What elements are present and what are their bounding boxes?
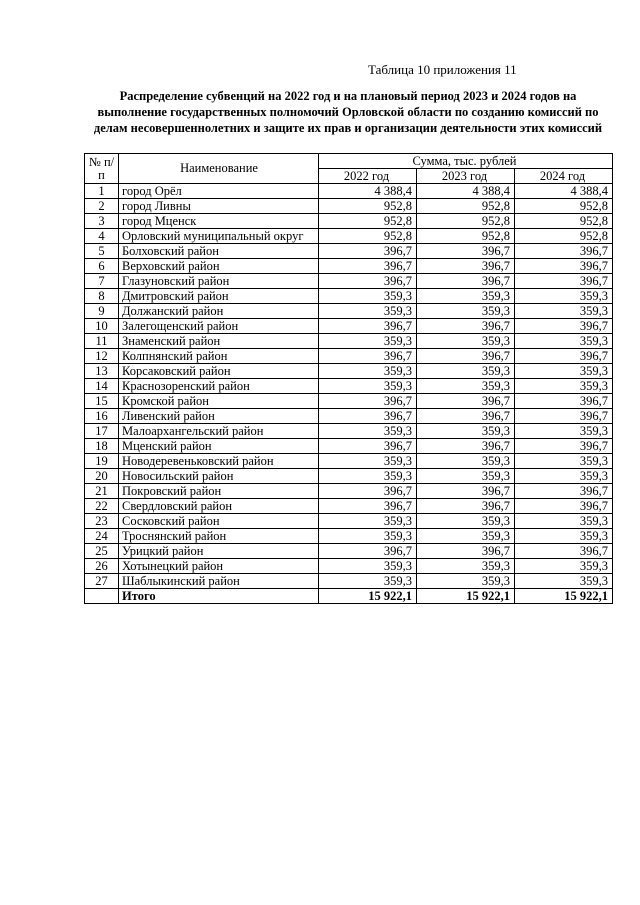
- table-row: [85, 364, 613, 379]
- row-value-2022-cell: 952,8: [319, 214, 417, 229]
- row-value-2024-cell: 396,7: [515, 244, 613, 259]
- row-value-2023-cell: 396,7: [417, 439, 515, 454]
- column-header-sum: Сумма, тыс. рублей: [319, 154, 613, 169]
- row-value-2024-cell: 359,3: [515, 454, 613, 469]
- row-value-2022-cell: 396,7: [319, 274, 417, 289]
- row-value-2023-cell: 952,8: [417, 214, 515, 229]
- row-value-2024-cell: 396,7: [515, 499, 613, 514]
- row-value-2023-cell: 359,3: [417, 304, 515, 319]
- row-value-2022-cell: 359,3: [319, 289, 417, 304]
- column-header-year-2024: 2024 год: [515, 169, 613, 184]
- row-number-cell: 6: [85, 259, 119, 274]
- table-row: [85, 244, 613, 259]
- row-value-2022-cell: 396,7: [319, 499, 417, 514]
- row-number-cell: 15: [85, 394, 119, 409]
- table-row: [85, 199, 613, 214]
- total-value-2022: 15 922,1: [319, 589, 417, 604]
- row-value-2023-cell: 396,7: [417, 484, 515, 499]
- row-value-2023-cell: 359,3: [417, 424, 515, 439]
- row-value-2023-cell: 359,3: [417, 289, 515, 304]
- row-value-2023-cell: 359,3: [417, 364, 515, 379]
- row-number-cell: 11: [85, 334, 119, 349]
- row-value-2023-cell: 952,8: [417, 199, 515, 214]
- row-number-cell: 20: [85, 469, 119, 484]
- row-value-2023-cell: 396,7: [417, 544, 515, 559]
- row-value-2024-cell: 359,3: [515, 334, 613, 349]
- column-header-number: № п/п: [85, 154, 119, 184]
- row-value-2024-cell: 396,7: [515, 319, 613, 334]
- table-row: [85, 319, 613, 334]
- row-value-2022-cell: 396,7: [319, 244, 417, 259]
- table-body: [85, 184, 613, 589]
- table-row: [85, 394, 613, 409]
- row-value-2023-cell: 396,7: [417, 499, 515, 514]
- row-value-2022-cell: 396,7: [319, 484, 417, 499]
- row-number-cell: 4: [85, 229, 119, 244]
- row-value-2023-cell: 359,3: [417, 559, 515, 574]
- row-number-cell: 9: [85, 304, 119, 319]
- row-name-cell: Урицкий район: [119, 544, 319, 559]
- row-value-2024-cell: 359,3: [515, 469, 613, 484]
- row-name-cell: Троснянский район: [119, 529, 319, 544]
- row-number-cell: 22: [85, 499, 119, 514]
- row-number-cell: 27: [85, 574, 119, 589]
- row-value-2022-cell: 952,8: [319, 199, 417, 214]
- row-number-cell: 7: [85, 274, 119, 289]
- row-value-2023-cell: 359,3: [417, 469, 515, 484]
- document-title: Распределение субвенций на 2022 год и на плановый период 2023 и 2024 годов на выполнение государственных полномочий Орловской области по созданию комиссий по делам несовершеннолетних и защите их прав и организации деятельности этих комиссий: [93, 89, 603, 135]
- table-row: [85, 559, 613, 574]
- row-value-2022-cell: 359,3: [319, 304, 417, 319]
- column-header-name: Наименование: [119, 154, 319, 184]
- row-value-2024-cell: 359,3: [515, 529, 613, 544]
- row-value-2023-cell: 359,3: [417, 334, 515, 349]
- row-value-2024-cell: 396,7: [515, 394, 613, 409]
- row-number-cell: 18: [85, 439, 119, 454]
- row-number-cell: 24: [85, 529, 119, 544]
- row-value-2024-cell: 396,7: [515, 349, 613, 364]
- row-value-2022-cell: 359,3: [319, 574, 417, 589]
- table-row: [85, 379, 613, 394]
- row-name-cell: город Орёл: [119, 184, 319, 199]
- row-name-cell: Новодеревеньковский район: [119, 454, 319, 469]
- row-name-cell: Залегощенский район: [119, 319, 319, 334]
- row-value-2023-cell: 396,7: [417, 349, 515, 364]
- row-value-2022-cell: 4 388,4: [319, 184, 417, 199]
- row-name-cell: Хотынецкий район: [119, 559, 319, 574]
- row-value-2024-cell: 396,7: [515, 409, 613, 424]
- total-value-2024: 15 922,1: [515, 589, 613, 604]
- row-value-2024-cell: 952,8: [515, 229, 613, 244]
- row-number-cell: 13: [85, 364, 119, 379]
- row-value-2024-cell: 4 388,4: [515, 184, 613, 199]
- row-number-cell: 14: [85, 379, 119, 394]
- column-header-year-2023: 2023 год: [417, 169, 515, 184]
- row-name-cell: Должанский район: [119, 304, 319, 319]
- row-value-2022-cell: 359,3: [319, 334, 417, 349]
- row-number-cell: 3: [85, 214, 119, 229]
- total-label: Итого: [119, 589, 319, 604]
- table-row: [85, 454, 613, 469]
- row-value-2023-cell: 396,7: [417, 394, 515, 409]
- row-value-2023-cell: 359,3: [417, 454, 515, 469]
- row-number-cell: 12: [85, 349, 119, 364]
- subsidy-table: [84, 153, 613, 604]
- table-caption: Таблица 10 приложения 11: [368, 62, 517, 77]
- row-value-2024-cell: 359,3: [515, 514, 613, 529]
- row-number-cell: 25: [85, 544, 119, 559]
- row-value-2023-cell: 396,7: [417, 409, 515, 424]
- row-name-cell: Сосковский район: [119, 514, 319, 529]
- row-value-2022-cell: 396,7: [319, 409, 417, 424]
- row-value-2024-cell: 396,7: [515, 484, 613, 499]
- total-value-2023: 15 922,1: [417, 589, 515, 604]
- row-value-2022-cell: 359,3: [319, 454, 417, 469]
- table-row: [85, 274, 613, 289]
- row-value-2024-cell: 952,8: [515, 214, 613, 229]
- row-name-cell: Свердловский район: [119, 499, 319, 514]
- row-name-cell: Корсаковский район: [119, 364, 319, 379]
- row-name-cell: Верховский район: [119, 259, 319, 274]
- row-value-2022-cell: 396,7: [319, 544, 417, 559]
- table-row: [85, 484, 613, 499]
- row-name-cell: город Мценск: [119, 214, 319, 229]
- row-value-2024-cell: 359,3: [515, 304, 613, 319]
- row-number-cell: 26: [85, 559, 119, 574]
- row-value-2024-cell: 359,3: [515, 289, 613, 304]
- row-number-cell: 16: [85, 409, 119, 424]
- row-name-cell: Новосильский район: [119, 469, 319, 484]
- row-number-cell: 19: [85, 454, 119, 469]
- row-value-2022-cell: 359,3: [319, 364, 417, 379]
- row-number-cell: 10: [85, 319, 119, 334]
- row-value-2022-cell: 396,7: [319, 439, 417, 454]
- table-row: [85, 424, 613, 439]
- row-number-cell: 2: [85, 199, 119, 214]
- row-value-2024-cell: 359,3: [515, 559, 613, 574]
- table-row: [85, 544, 613, 559]
- table-row: [85, 229, 613, 244]
- table-row: [85, 514, 613, 529]
- table-row: [85, 214, 613, 229]
- row-value-2022-cell: 952,8: [319, 229, 417, 244]
- row-name-cell: Знаменский район: [119, 334, 319, 349]
- row-value-2022-cell: 396,7: [319, 259, 417, 274]
- row-value-2022-cell: 396,7: [319, 349, 417, 364]
- row-name-cell: город Ливны: [119, 199, 319, 214]
- row-number-cell: 8: [85, 289, 119, 304]
- row-number-cell: 17: [85, 424, 119, 439]
- table-row: [85, 349, 613, 364]
- table-row: [85, 184, 613, 199]
- row-value-2024-cell: 952,8: [515, 199, 613, 214]
- table-row: [85, 409, 613, 424]
- table-row: [85, 259, 613, 274]
- row-value-2023-cell: 4 388,4: [417, 184, 515, 199]
- row-value-2024-cell: 359,3: [515, 424, 613, 439]
- row-value-2023-cell: 359,3: [417, 379, 515, 394]
- row-value-2023-cell: 359,3: [417, 529, 515, 544]
- row-value-2024-cell: 359,3: [515, 574, 613, 589]
- row-number-cell: 1: [85, 184, 119, 199]
- row-name-cell: Орловский муниципальный округ: [119, 229, 319, 244]
- row-number-cell: 21: [85, 484, 119, 499]
- column-header-year-2022: 2022 год: [319, 169, 417, 184]
- row-value-2022-cell: 359,3: [319, 424, 417, 439]
- row-value-2022-cell: 396,7: [319, 394, 417, 409]
- row-name-cell: Покровский район: [119, 484, 319, 499]
- row-name-cell: Кромской район: [119, 394, 319, 409]
- row-name-cell: Шаблыкинский район: [119, 574, 319, 589]
- table-row: [85, 304, 613, 319]
- row-value-2024-cell: 359,3: [515, 364, 613, 379]
- row-value-2022-cell: 396,7: [319, 319, 417, 334]
- row-value-2022-cell: 359,3: [319, 469, 417, 484]
- row-name-cell: Болховский район: [119, 244, 319, 259]
- row-value-2024-cell: 396,7: [515, 544, 613, 559]
- row-value-2023-cell: 359,3: [417, 514, 515, 529]
- table-row: [85, 574, 613, 589]
- row-value-2024-cell: 396,7: [515, 259, 613, 274]
- row-value-2024-cell: 396,7: [515, 439, 613, 454]
- row-value-2023-cell: 359,3: [417, 574, 515, 589]
- row-name-cell: Малоархангельский район: [119, 424, 319, 439]
- row-value-2024-cell: 359,3: [515, 379, 613, 394]
- row-name-cell: Глазуновский район: [119, 274, 319, 289]
- table-row: [85, 334, 613, 349]
- row-value-2023-cell: 396,7: [417, 274, 515, 289]
- row-value-2023-cell: 396,7: [417, 244, 515, 259]
- row-name-cell: Мценский район: [119, 439, 319, 454]
- table-total-row: [85, 589, 613, 604]
- table-row: [85, 469, 613, 484]
- table-row: [85, 529, 613, 544]
- row-name-cell: Ливенский район: [119, 409, 319, 424]
- row-value-2022-cell: 359,3: [319, 379, 417, 394]
- row-value-2022-cell: 359,3: [319, 514, 417, 529]
- table-row: [85, 499, 613, 514]
- row-value-2023-cell: 952,8: [417, 229, 515, 244]
- table-row: [85, 439, 613, 454]
- row-number-cell: 23: [85, 514, 119, 529]
- row-name-cell: Дмитровский район: [119, 289, 319, 304]
- row-value-2023-cell: 396,7: [417, 259, 515, 274]
- row-number-cell: 5: [85, 244, 119, 259]
- row-value-2023-cell: 396,7: [417, 319, 515, 334]
- total-number-cell: [85, 589, 119, 604]
- row-name-cell: Колпнянский район: [119, 349, 319, 364]
- row-value-2024-cell: 396,7: [515, 274, 613, 289]
- table-row: [85, 289, 613, 304]
- row-value-2022-cell: 359,3: [319, 529, 417, 544]
- row-name-cell: Краснозоренский район: [119, 379, 319, 394]
- row-value-2022-cell: 359,3: [319, 559, 417, 574]
